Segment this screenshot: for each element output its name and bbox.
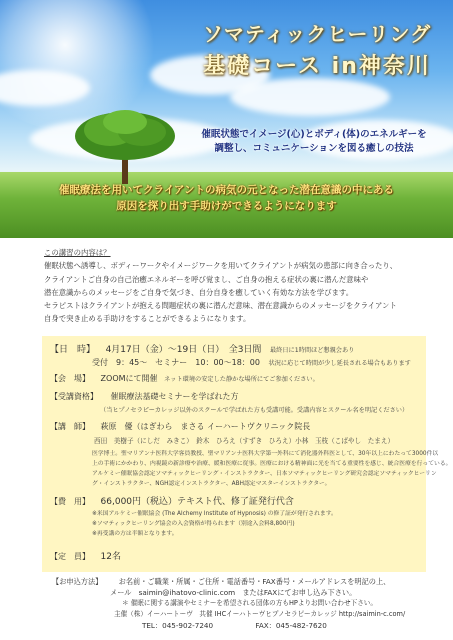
apply-email-row (52, 587, 442, 598)
intro-line: クライアントご自身の自己治癒エネルギーを呼び覚まし、ご自身の抱える症状の裏に潜んだ意味や (44, 274, 369, 284)
apply-line1: お名前・ご職業・所属・ご住所・電話番号・FAX番号・メールアドレスを明記の上、 (118, 577, 391, 586)
lecturer-bio (92, 449, 451, 489)
venue-label: 【会 場】 (50, 374, 90, 383)
hero-subtitle (189, 128, 439, 156)
title-line2: 基礎コース in神奈川 (203, 54, 431, 79)
tel-text: TEL：045-902-7240 (142, 621, 214, 630)
schedule-value: 受付 9：45～ セミナー 10：00～18：00 (92, 358, 260, 367)
cloud (230, 78, 390, 116)
venue-note: ネット環境の安定した静かな場所にてご参加ください。 (164, 376, 319, 383)
apply-row (52, 576, 442, 587)
fee-notes (92, 509, 337, 539)
qualification-value: 催眠療法基礎セミナーを学ばれた方 (110, 392, 239, 401)
hero-tagline (0, 182, 453, 214)
bio-line: 上の手術にかかわり、内視鏡の新診療や治療、緩和医療に従事。医療における精神面に光を当てる重要性を感じ、統合医療を行っている。 (92, 461, 452, 467)
lecturer-row2 (94, 435, 394, 445)
date-value: 4月17日（金）～19日（日） 全3日間 (105, 345, 262, 355)
hero-title (197, 18, 437, 80)
intro-section (44, 246, 424, 326)
organizer-line[interactable]: 主催（株）イーハートーヴ 共催 IHCイーハトーヴヒプノセラピーカレッジ http://saimin-c.com/ (114, 610, 406, 618)
fee-note: ※米国アルケミー催眠協会 (The Alchemy Institute of Hypnosis) の修了証が発行されます。 (92, 511, 337, 517)
info-box (42, 336, 452, 572)
organizer-row (52, 609, 442, 620)
tagline-line2: 原因を探り出す手助けができるようになります (116, 200, 337, 212)
capacity-label: 【定 員】 (50, 552, 90, 561)
schedule-row (92, 357, 411, 368)
apply-note-row (52, 598, 442, 609)
capacity-value: 12名 (100, 552, 121, 562)
tree-icon (70, 96, 180, 188)
venue-value: ZOOMにて開催 (100, 374, 158, 383)
bio-line: 医学博士。聖マリアンナ医科大学客員教授、聖マリアンナ医科大学第一外科にて消化器外科医として、30年以上にわたって3000件以 (92, 451, 439, 457)
tagline-line1: 催眠療法を用いてクライアントの病気の元となった潜在意識の中にある (59, 184, 394, 196)
intro-line: 催眠状態へ誘導し、ボディーワークやイメージワークを用いてクライアントが病気の患部に向き合ったり、 (44, 261, 398, 271)
schedule-note: 状況に応じて時間が少し延長される場合もあります (268, 360, 411, 367)
apply-label: 【お申込方法】 (52, 577, 103, 586)
qualification-note: （当ヒプノセラピーカレッジ以外のスクールで学ばれた方も受講可能。受講内容とスクール名を明記ください） (100, 407, 409, 414)
lecturer-line1: 萩原 優（はぎわら まさる イーハートヴクリニック院長 (100, 422, 311, 431)
fee-row (50, 494, 294, 507)
hero-banner (0, 0, 453, 238)
venue-row (50, 373, 319, 384)
subtitle-line1: 催眠状態でイメージ(心)とボディ(体)のエネルギーを (201, 129, 427, 140)
lecturer-label: 【講 師】 (50, 422, 90, 431)
bio-line: アルケミー催眠協会認定ソマティックヒーリング・インストラクター、日本ソマティックヒーリング研究会認定ソマティックヒーリン (92, 471, 437, 477)
date-label: 【日 時】 (50, 345, 96, 355)
bio-line: グ・インストラクター、NGH認定インストラクター、ABH認定マスターインストラクター。 (92, 481, 331, 487)
intro-line: 潜在意識からのメッセージをご自身で気づき、自分自身を癒していく有効な方法を学びます。 (44, 287, 354, 297)
qualification-row (50, 391, 239, 402)
subtitle-line2: 調整し、コミュニケーションを図る癒しの技法 (214, 143, 414, 154)
fee-label: 【費 用】 (50, 497, 90, 506)
contact-row (52, 620, 442, 631)
lecturer-line2: 西田 美樹子（にしだ みきこ） 鈴木 ひろえ（すずき ひろえ）小林 玉枝（こばやし たまえ） (94, 437, 395, 445)
intro-heading: この講習の内容は？ (44, 248, 111, 257)
intro-line: 自身で突き止める手助けをすることができるようになります。 (44, 314, 251, 324)
apply-section (52, 576, 442, 631)
fax-text: FAX：045-482-7620 (255, 621, 327, 630)
apply-line2[interactable]: メール saimin@ihatovo-clinic.com またはFAXにてお申し込み下さい。 (110, 588, 357, 597)
fee-value: 66,000円（税込）テキスト代、修了証発行代含 (100, 497, 294, 507)
apply-line3: ＊ 催眠に関する講演やセミナーを希望される団体の方もHPよりお問い合わせ下さい。 (122, 599, 377, 607)
qualification-note-row (100, 405, 408, 414)
title-line1: ソマティックヒーリング (202, 22, 432, 46)
lecturer-row (50, 421, 310, 432)
fee-note: ※再受講の方は半額となります。 (92, 531, 178, 537)
qualification-label: 【受講資格】 (50, 392, 98, 401)
date-row (50, 342, 354, 355)
capacity-row (50, 549, 121, 562)
date-note: 最終日に1時間ほど懇親会あり (269, 347, 355, 354)
intro-line: セラピストはクライアントが抱える問題症状の裏に潜んだ意味、潜在意識からのメッセージをクライアント (44, 301, 397, 311)
fee-note: ※ソマティックヒーリング協会の入会資格が得られます（別途入会料8,800円) (92, 521, 295, 527)
